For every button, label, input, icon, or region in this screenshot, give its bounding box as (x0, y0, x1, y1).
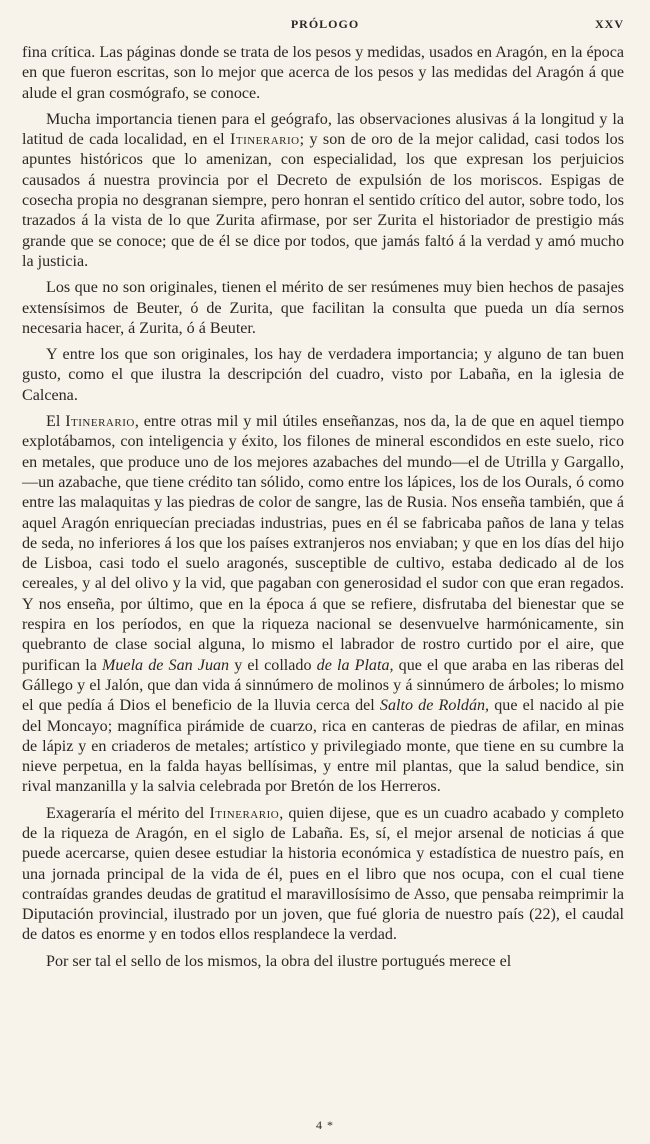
text-run: Mucha importancia tienen para el geógrafo, las observaciones alusivas á la longitud y la latitud de cada localidad, en el (22, 110, 624, 149)
text-run: El (46, 413, 66, 431)
signature-mark: 4 * (316, 1118, 334, 1132)
paragraph-5 (22, 412, 624, 798)
text-run: Exageraría el mérito del (46, 804, 210, 822)
page-number: XXV (595, 17, 624, 31)
body-text (22, 43, 624, 978)
text-run: , quien dijese, que es un cuadro acabado y completo de la riqueza de Aragón, en el siglo de Labaña. Es, sí, el mejor arsenal de noticias á que puede acercarse, quien desee estudiar la historia económica y estadística de nuestro país, en una jornada principal de la vida de él, pues en el libro que nos ocupa, con el cual tiene contraídas grandes deudas de gratitud el maravillosísimo de Asso, que pensaba reimprimir la Diputación provincial, ilustrado por un joven, que fué gloria de nuestro país (22), el caudal de datos es enorme y en todos ellos resplandece la verdad. (22, 804, 624, 944)
text-run: y el collado (229, 656, 317, 674)
paragraph-6 (22, 804, 624, 946)
italic-place-name: Muela de San Juan (101, 656, 230, 674)
text-run: , entre otras mil y mil útiles enseñanzas, nos da, la de que en aquel tiempo explotábamos, con inteligencia y éxito, los filones de mineral escondidos en este suelo, rico en metales, que produce uno de los mejores azabaches del mundo—el de Utrilla y Gargallo,—un azabache, que tiene crédito tan sólido, como entre los lápices, los de los Ourals, ó como entre las malaquitas y las piedras de color de sangre, las de Rusia. Nos enseña también, que á aquel Aragón enriquecían preciadas industrias, pues en él se fabricaba paños de lana y telas de seda, no inferiores á los que los países extranjeros nos enviaban; y que en los días del hijo de Lisboa, casi todo el suelo aragonés, susceptible de cultivo, estaba dedicado al de los cereales, y al del olivo y la vid, que pagaban con generosidad el sudor con que eran regados. Y nos enseña, por último, que en la época á que se refiere, disfrutaba del bienestar que se respira en los períodos, en que la riqueza nacional se desenvuelve harmónicamente, sin quebranto de clase social alguna, lo mismo el labrador de rostro curtido por el aire, que purifican la (22, 413, 625, 674)
paragraph-4: Y entre los que son originales, los hay de verdadera importancia; y alguno de tan buen gusto, como el que ilustra la descripción del cuadro, visto por Labaña, en la iglesia de Calcena. (22, 346, 624, 404)
running-title: PRÓLOGO (290, 17, 360, 31)
itinerario-small-caps: Itinerario (229, 131, 300, 149)
paragraph-7: Por ser tal el sello de los mismos, la obra del ilustre portugués merece el (46, 952, 512, 970)
page-header (22, 17, 628, 37)
paragraph-3: Los que no son originales, tienen el mérito de ser resúmenes muy bien hechos de pasajes extensísimos de Beuter, ó de Zurita, que facilitan la consulta que pueda un día sernos necesaria hacer, á Zurita, ó á Beuter. (22, 279, 624, 337)
itinerario-small-caps: Itinerario (65, 413, 135, 431)
itinerario-small-caps: Itinerario (209, 804, 280, 822)
italic-place-name: Salto de Roldán, (379, 697, 490, 715)
paragraph-1: fina crítica. Las páginas donde se trata de los pesos y medidas, usados en Aragón, en la época en que fueron escritas, son lo mejor que acerca de los pesos y las medidas del Aragón á que alude el gran cosmógrafo, se conoce. (22, 44, 624, 102)
italic-place-name: de la Plata, (316, 656, 394, 674)
text-run: ; y son de oro de la mejor calidad, casi todos los apuntes históricos que lo amenizan, con especialidad, los que expresan los perjuicios causados á nuestra provincia por el Decreto de expulsión de los moriscos. Espigas de cosecha propia no desgranan siempre, pero honran el sentido crítico del autor, sobre todo, los trazados á la vista de lo que Zurita afirmase, por ser Zurita el historiador de prestigio más grande que se conoce; que de él se dice por todos, que jamás faltó á la verdad y amó mucho la justicia. (22, 131, 624, 270)
paragraph-2 (22, 110, 624, 272)
text-run: que el nacido al pie del Moncayo; magnífica pirámide de cuarzo, rica en canteras de piedras de afilar, en minas de lápiz y en criaderos de metales; artístico y privilegiado monte, que tiene en su cumbre la nieve perpetua, en la falda hayas bellísimas, y entre mil plantas, que la salud bendice, sin rival manzanilla y la salvia celebrada por Bretón de los Herreros. (22, 697, 624, 796)
text-run: que el que araba en las riberas del Gállego y el Jalón, que dan vida á sinnúmero de molinos y á sinnúmero de árboles; lo mismo el que pedía á Dios el beneficio de la lluvia cerca del (22, 656, 624, 715)
